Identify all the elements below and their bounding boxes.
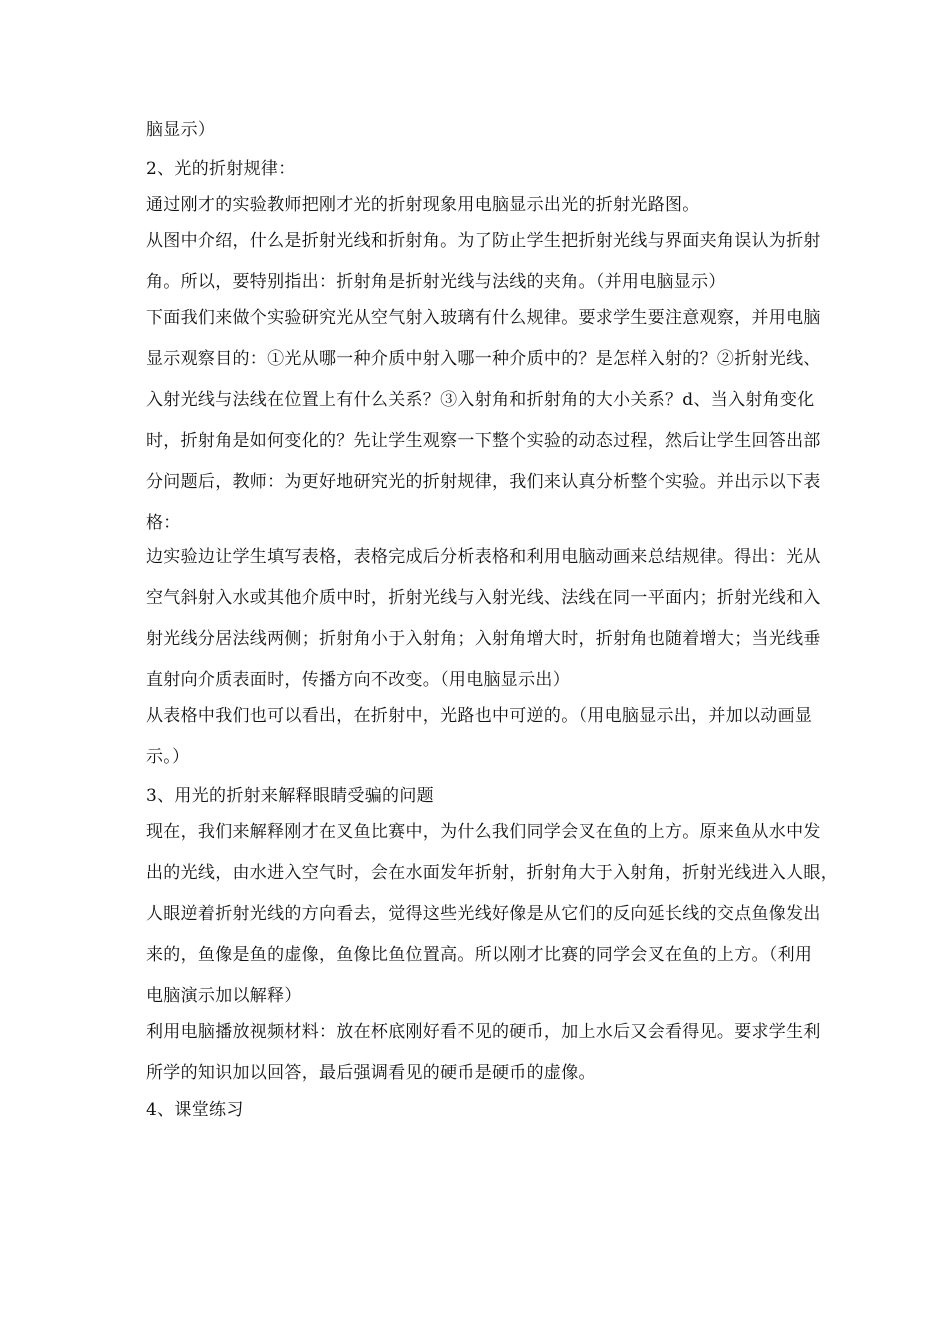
text-line: 显示观察目的：①光从哪一种介质中射入哪一种介质中的？是怎样入射的？②折射光线、 <box>146 349 821 369</box>
text-line: 现在，我们来解释刚才在叉鱼比赛中，为什么我们同学会叉在鱼的上方。原来鱼从水中发 <box>146 822 821 842</box>
text-line: 电脑演示加以解释） <box>146 986 302 1006</box>
text-line: 空气斜射入水或其他介质中时，折射光线与入射光线、法线在同一平面内；折射光线和入 <box>146 588 821 608</box>
text-line: 格： <box>146 513 181 533</box>
text-line: 出的光线，由水进入空气时，会在水面发年折射，折射角大于入射角，折射光线进入人眼， <box>146 863 838 883</box>
text-line: 示。） <box>146 747 190 767</box>
text-line: 下面我们来做个实验研究光从空气射入玻璃有什么规律。要求学生要注意观察，并用电脑 <box>146 308 821 328</box>
text-line: 分问题后，教师：为更好地研究光的折射规律，我们来认真分析整个实验。并出示以下表 <box>146 472 821 492</box>
text-line: 所学的知识加以回答，最后强调看见的硬币是硬币的虚像。 <box>146 1063 596 1083</box>
text-line: 边实验边让学生填写表格，表格完成后分析表格和利用电脑动画来总结规律。得出：光从 <box>146 547 821 567</box>
section-heading: 3、用光的折射来解释眼睛受骗的问题 <box>146 786 434 806</box>
text-line: 人眼逆着折射光线的方向看去，觉得这些光线好像是从它们的反向延长线的交点鱼像发出 <box>146 904 821 924</box>
text-line: 从图中介绍，什么是折射光线和折射角。为了防止学生把折射光线与界面夹角误认为折射 <box>146 231 821 251</box>
text-line: 从表格中我们也可以看出，在折射中，光路也中可逆的。（用电脑显示出，并加以动画显 <box>146 706 813 726</box>
section-heading: 2、光的折射规律： <box>146 159 296 179</box>
text-line: 脑显示） <box>146 120 216 140</box>
text-line: 通过刚才的实验教师把刚才光的折射现象用电脑显示出光的折射光路图。 <box>146 195 700 215</box>
section-heading: 4、课堂练习 <box>146 1100 244 1120</box>
text-line: 来的，鱼像是鱼的虚像，鱼像比鱼位置高。所以刚才比赛的同学会叉在鱼的上方。（利用 <box>146 945 813 965</box>
text-line: 利用电脑播放视频材料：放在杯底刚好看不见的硬币，加上水后又会看得见。要求学生利 <box>146 1022 821 1042</box>
text-line: 直射向介质表面时，传播方向不改变。（用电脑显示出） <box>146 670 570 690</box>
text-line: 入射光线与法线在位置上有什么关系？③入射角和折射角的大小关系？d、当入射角变化 <box>146 390 815 410</box>
text-line: 时，折射角是如何变化的？先让学生观察一下整个实验的动态过程，然后让学生回答出部 <box>146 431 821 451</box>
text-line: 射光线分居法线两侧；折射角小于入射角；入射角增大时，折射角也随着增大；当光线垂 <box>146 629 821 649</box>
text-line: 角。所以，要特别指出：折射角是折射光线与法线的夹角。（并用电脑显示） <box>146 272 726 292</box>
